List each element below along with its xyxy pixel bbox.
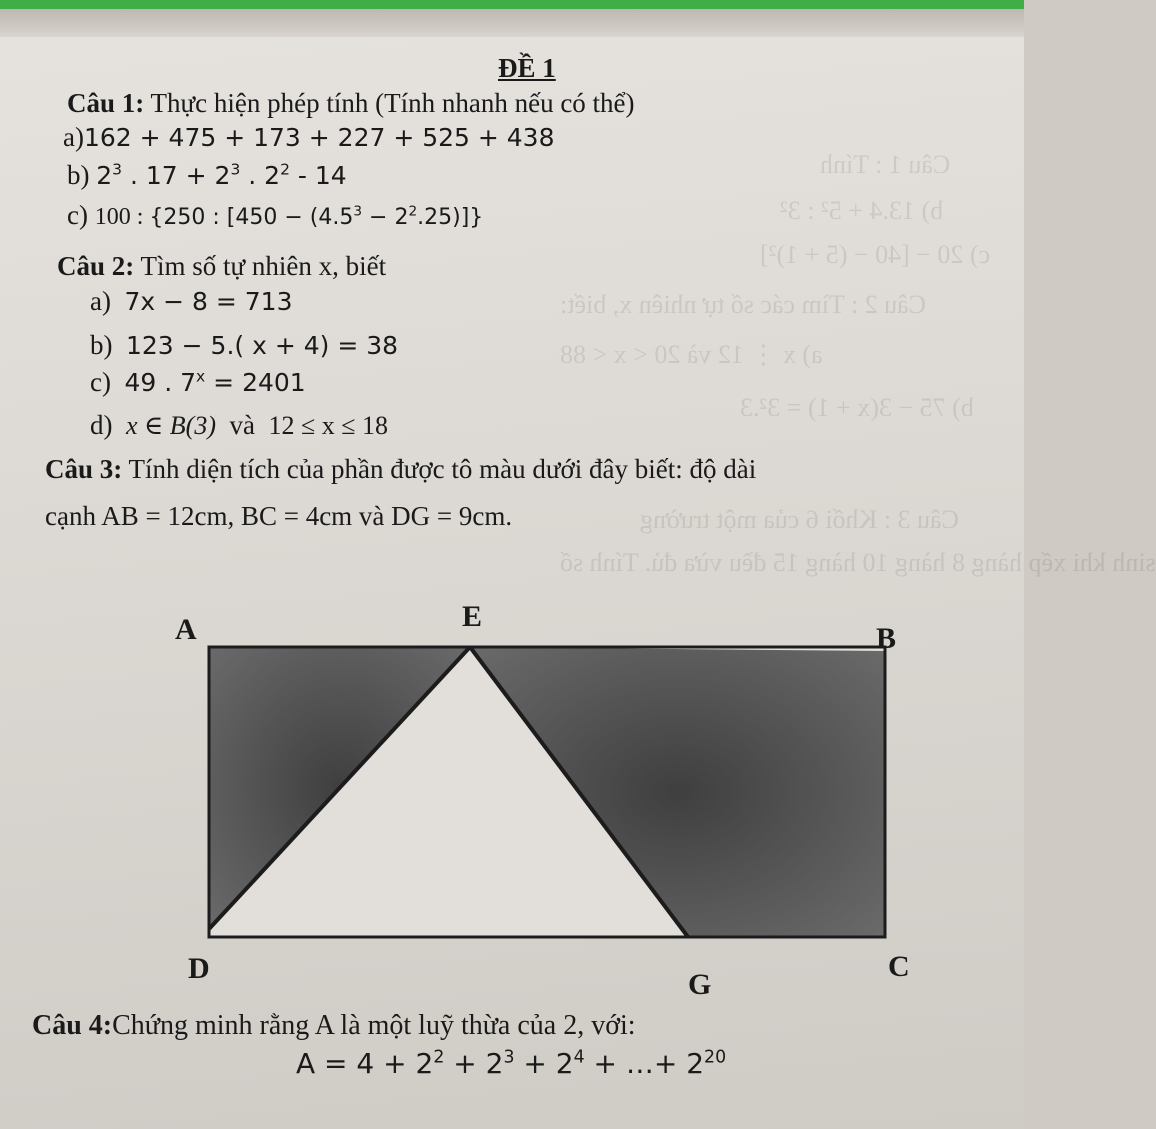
show-through-text: Câu 3 : Khối 6 của một trường — [640, 505, 959, 534]
question-4 — [32, 1012, 636, 1040]
item-label: c) — [67, 200, 88, 230]
show-through-text: Câu 2 : Tìm các số tự nhiên x, biết: — [560, 290, 926, 319]
question-2a-expression: 7x − 8 = 713 — [124, 287, 293, 316]
show-through-text: c) 20 − [40 − (5 + 1)²] — [760, 240, 991, 269]
question-2d-inequality: 12 ≤ x ≤ 18 — [268, 411, 389, 440]
item-label: a) — [63, 122, 84, 152]
item-label: b) — [67, 160, 90, 190]
question-3-text: Tính diện tích của phần được tô màu dưới đây biết: độ dài — [128, 454, 757, 484]
show-through-text: sinh khi xếp hàng 8 hàng 10 hàng 15 đều vừa đủ. Tính số — [560, 548, 1156, 577]
question-1-text: Thực hiện phép tính (Tính nhanh nếu có thể) — [150, 88, 635, 118]
point-label-d: D — [188, 952, 210, 985]
point-label-a: A — [175, 613, 197, 646]
question-2-heading: Câu 2: — [57, 251, 135, 281]
point-label-g: G — [688, 968, 712, 1001]
question-1a-expression: 162 + 475 + 173 + 227 + 525 + 438 — [83, 123, 555, 152]
question-1c-expression: 100 : {250 : $[450 - (4.5^3 - 2^2.25)]$} — [94, 203, 484, 230]
show-through-text: b) 13.4 + 5² : 3² — [780, 196, 944, 225]
point-label-e: E — [462, 600, 483, 633]
question-3-line2: cạnh AB = 12cm, BC = 4cm và DG = 9cm. — [45, 501, 513, 531]
item-label: d) — [90, 410, 113, 440]
point-label-c: C — [888, 950, 910, 983]
question-2d-conjunction: và — [229, 410, 255, 440]
show-through-text: a) x ⋮ 12 và 20 < x < 88 — [560, 340, 823, 369]
item-label: b) — [90, 330, 113, 360]
exam-title: ĐỀ 1 — [498, 53, 556, 83]
item-label: c) — [90, 367, 111, 397]
question-4-formula: $A = 4 + 2^2 + 2^3 + 2^4$ + …+ $2^{20}$ — [296, 1047, 727, 1080]
item-label: a) — [90, 286, 111, 316]
question-4-heading: Câu 4: — [32, 1010, 113, 1041]
question-4-text: Chứng minh rằng A là một luỹ thừa của 2, với: — [112, 1010, 636, 1041]
question-2c-expression: 49 . $7^x = 2401$ — [124, 367, 306, 397]
question-2b-expression: 123 − 5.( x + 4) = 38 — [126, 331, 399, 360]
question-2d-set: x ∈ B(3) — [126, 411, 216, 440]
question-2-text: Tìm số tự nhiên x, biết — [140, 251, 387, 281]
question-1b-expression: $2^3$ . $17 + 2^3$ . $2^2 - 14$ — [96, 160, 347, 190]
question-1-heading: Câu 1: — [67, 88, 145, 118]
show-through-text: b) 75 − 3(x + 1) = 3².3 — [740, 393, 974, 422]
question-3-heading: Câu 3: — [45, 454, 123, 484]
show-through-text: Câu 1 : Tính — [820, 150, 951, 179]
point-label-b: B — [876, 622, 897, 655]
